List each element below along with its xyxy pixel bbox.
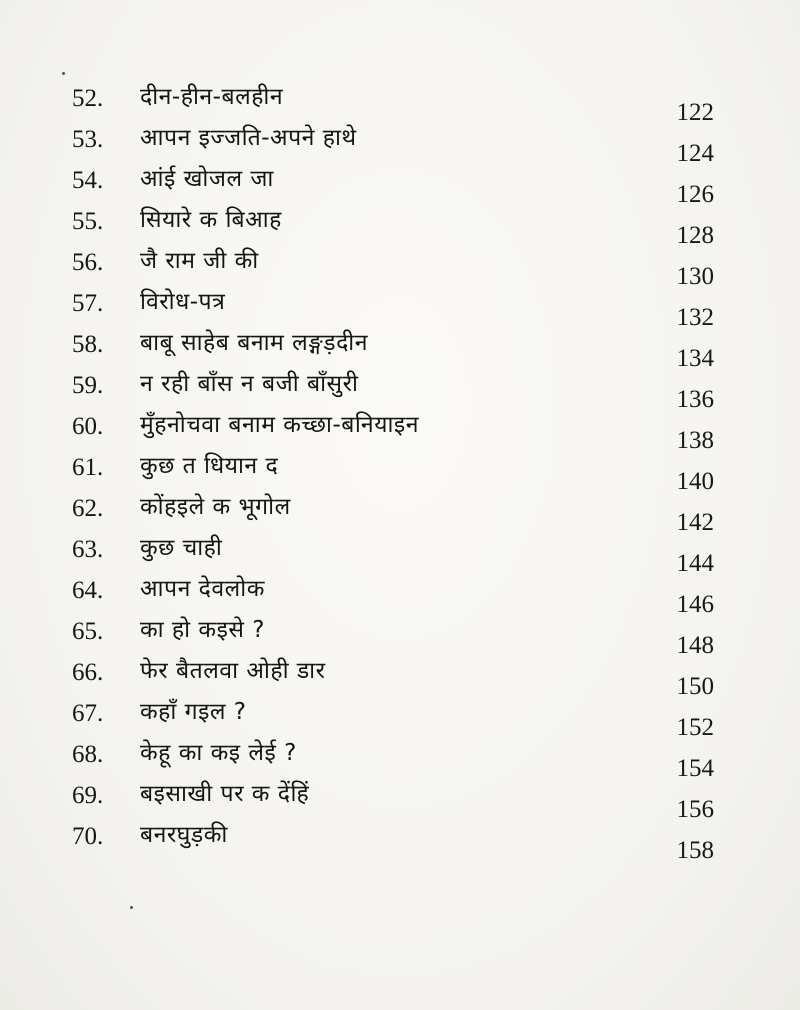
toc-entry <box>0 658 800 699</box>
entry-title: कुछ त धियान द <box>140 453 279 479</box>
entry-page-number: 150 <box>676 673 714 700</box>
entry-number: 62. <box>72 495 104 522</box>
entry-number: 70. <box>72 823 104 850</box>
entry-page-number: 138 <box>676 427 714 454</box>
entry-title: सियारे क बिआह <box>140 207 282 233</box>
table-of-contents <box>0 84 800 863</box>
entry-number: 60. <box>72 413 104 440</box>
entry-page-number: 132 <box>676 304 714 331</box>
toc-entry <box>0 412 800 453</box>
entry-title: आपन इज्जति-अपने हाथे <box>140 125 357 151</box>
entry-page-number: 154 <box>676 755 714 782</box>
toc-entry <box>0 330 800 371</box>
entry-page-number: 144 <box>676 550 714 577</box>
toc-entry <box>0 781 800 822</box>
entry-title: कोंहइले क भूगोल <box>140 494 291 520</box>
entry-page-number: 130 <box>676 263 714 290</box>
entry-number: 66. <box>72 659 104 686</box>
entry-page-number: 126 <box>676 181 714 208</box>
entry-number: 55. <box>72 208 104 235</box>
toc-entry <box>0 166 800 207</box>
entry-page-number: 156 <box>676 796 714 823</box>
toc-entry <box>0 822 800 863</box>
entry-number: 58. <box>72 331 104 358</box>
entry-number: 54. <box>72 167 104 194</box>
entry-number: 69. <box>72 782 104 809</box>
entry-title: मुँहनोचवा बनाम कच्छा-बनियाइन <box>140 412 419 438</box>
entry-number: 57. <box>72 290 104 317</box>
entry-title: दीन-हीन-बलहीन <box>140 84 284 110</box>
entry-page-number: 136 <box>676 386 714 413</box>
entry-page-number: 128 <box>676 222 714 249</box>
paper-speck <box>62 72 65 75</box>
entry-number: 56. <box>72 249 104 276</box>
entry-page-number: 148 <box>676 632 714 659</box>
entry-number: 65. <box>72 618 104 645</box>
entry-title: न रही बाँस न बजी बाँसुरी <box>140 371 359 397</box>
paper-speck <box>130 906 133 909</box>
entry-number: 67. <box>72 700 104 727</box>
toc-entry <box>0 371 800 412</box>
entry-number: 52. <box>72 85 104 112</box>
entry-number: 63. <box>72 536 104 563</box>
entry-title: जै राम जी की <box>140 248 259 274</box>
toc-entry <box>0 84 800 125</box>
entry-title: का हो कइसे ? <box>140 617 265 643</box>
toc-entry <box>0 453 800 494</box>
toc-entry <box>0 699 800 740</box>
entry-title: बइसाखी पर क देंहिं <box>140 781 310 807</box>
toc-entry <box>0 494 800 535</box>
entry-page-number: 152 <box>676 714 714 741</box>
entry-title: कुछ चाही <box>140 535 223 561</box>
toc-entry <box>0 289 800 330</box>
entry-title: फेर बैतलवा ओही डार <box>140 658 326 684</box>
entry-title: बाबू साहेब बनाम लङ्गड़दीन <box>140 330 369 356</box>
entry-number: 64. <box>72 577 104 604</box>
entry-title: केहू का कइ लेई ? <box>140 740 297 766</box>
entry-page-number: 146 <box>676 591 714 618</box>
entry-number: 53. <box>72 126 104 153</box>
entry-page-number: 124 <box>676 140 714 167</box>
toc-entry <box>0 617 800 658</box>
toc-entry <box>0 248 800 289</box>
toc-entry <box>0 125 800 166</box>
entry-page-number: 134 <box>676 345 714 372</box>
toc-entry <box>0 207 800 248</box>
entry-number: 59. <box>72 372 104 399</box>
entry-title: बनरघुड़की <box>140 822 228 848</box>
entry-page-number: 158 <box>676 837 714 864</box>
entry-page-number: 122 <box>676 99 714 126</box>
entry-number: 68. <box>72 741 104 768</box>
entry-title: आंई खोजल जा <box>140 166 274 192</box>
entry-page-number: 140 <box>676 468 714 495</box>
toc-entry <box>0 576 800 617</box>
toc-entry <box>0 740 800 781</box>
toc-entry <box>0 535 800 576</box>
entry-number: 61. <box>72 454 104 481</box>
entry-title: आपन देवलोक <box>140 576 265 602</box>
entry-page-number: 142 <box>676 509 714 536</box>
entry-title: विरोध-पत्र <box>140 289 226 315</box>
entry-title: कहाँ गइल ? <box>140 699 247 725</box>
